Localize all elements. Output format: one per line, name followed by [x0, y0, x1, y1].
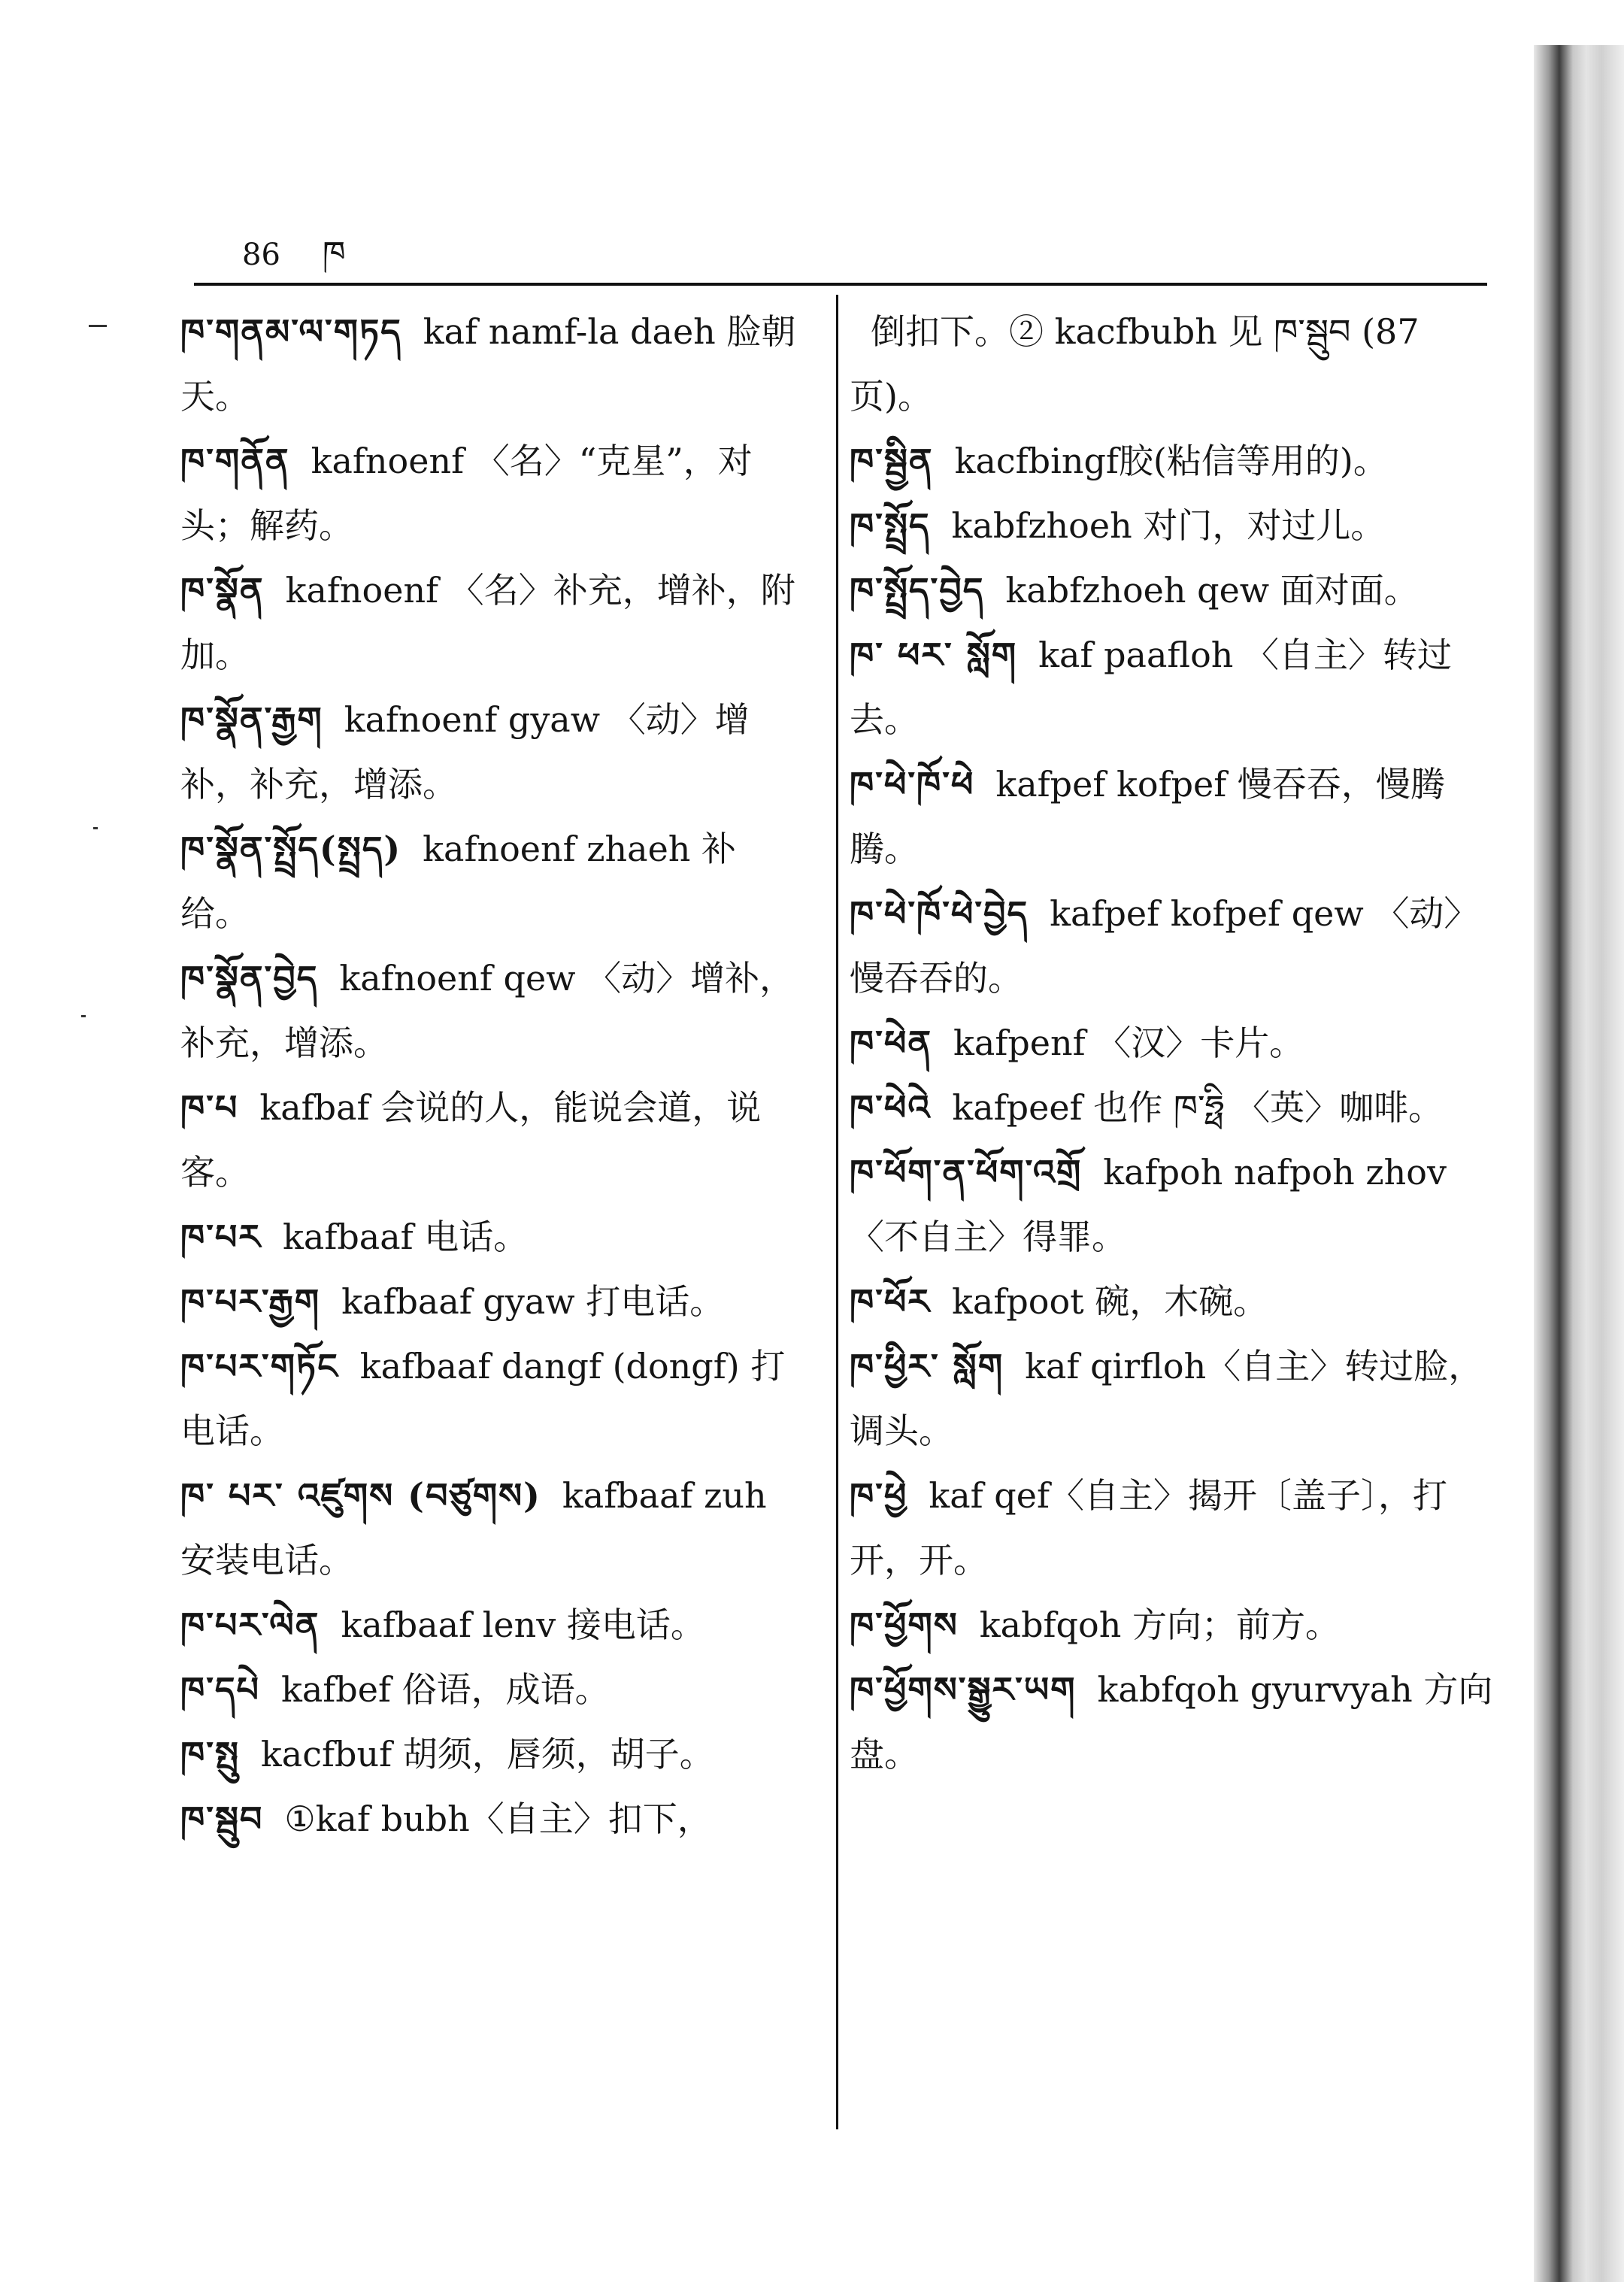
entry-line: [850, 1140, 1496, 1269]
entry-headword-tibetan: ཁ་སྤྲོད: [850, 505, 931, 546]
entry-line: [850, 881, 1496, 1011]
dictionary-entry: [180, 1463, 804, 1593]
entry-definition: kafnoenf gyaw 〈动〉增补，补充，增添。: [180, 699, 750, 805]
entry-headword-tibetan: ཁ་སྦྱིན: [850, 441, 934, 481]
dictionary-entry: [850, 1593, 1496, 1657]
dictionary-entry: [180, 429, 804, 558]
entry-headword-tibetan: ཁ་སྣོན་སྤྲོད(སྤྲད): [180, 829, 402, 869]
entry-headword-tibetan: ཁ་པ: [180, 1087, 239, 1128]
entry-line: [850, 1075, 1496, 1140]
entry-headword-tibetan: ཁ་པར་རྒྱག: [180, 1281, 321, 1322]
entry-line: [850, 1011, 1496, 1075]
entry-headword-tibetan: ཁ་ཕྱོགས: [850, 1605, 959, 1645]
dictionary-entry: [180, 299, 804, 429]
entry-definition: kafpef kofpef 慢吞吞，慢腾腾。: [850, 764, 1445, 869]
entry-line: [180, 429, 804, 558]
dictionary-entry: [180, 1787, 804, 1851]
entry-headword-tibetan: ཁ་གནོན: [180, 441, 290, 481]
entry-headword-tibetan: ཁ་སྤྲོད་བྱེད: [850, 570, 985, 611]
entry-definition: kafbaaf lenv 接电话。: [341, 1605, 705, 1645]
entry-definition: kacfbuf 胡须，唇须，胡子。: [260, 1734, 714, 1774]
entry-headword-tibetan: ཁ་ཕེ་ཁོ་ཕེ་བྱེད: [850, 893, 1029, 934]
margin-mark: [93, 827, 98, 829]
entry-line: [850, 429, 1496, 493]
entry-headword-tibetan: ཁ་ཕྱེ: [850, 1475, 908, 1516]
entry-definition: kafpeef 也作 ཁ་ཧྥི 〈英〉咖啡。: [952, 1087, 1444, 1128]
entry-headword-tibetan: ཁ་ཕེའེ: [850, 1087, 932, 1128]
entry-headword-tibetan: ཁ་ཕེན: [850, 1023, 933, 1063]
entry-definition: kaf paafloh 〈自主〉转过去。: [850, 635, 1453, 740]
dictionary-entry: [850, 429, 1496, 493]
entry-headword-tibetan: ཁ་ཕེ་ཁོ་ཕེ: [850, 764, 975, 805]
entry-headword-tibetan: ཁ་སྣོན་བྱེད: [180, 958, 319, 999]
entry-line: [180, 1334, 804, 1463]
entry-headword-tibetan: ཁ་གནམ་ལ་གཏད: [180, 311, 402, 352]
dictionary-entry: [180, 1593, 804, 1657]
dictionary-entry: [180, 1722, 804, 1787]
dictionary-entry: [850, 493, 1496, 558]
dictionary-entry: [180, 946, 804, 1075]
page-header: [242, 217, 346, 310]
right-column: [850, 299, 1496, 1787]
dictionary-entry: [850, 1657, 1496, 1787]
entry-line: [850, 1593, 1496, 1657]
dictionary-entry: [180, 1075, 804, 1205]
dictionary-entry: [180, 687, 804, 817]
entry-line: [180, 946, 804, 1075]
entry-definition: kafbaaf gyaw 打电话。: [341, 1281, 725, 1322]
entry-headword-tibetan: ཁ་སྣོན: [180, 570, 265, 611]
entry-definition: kafpef kofpef qew 〈动〉慢吞吞的。: [850, 893, 1479, 999]
entry-line: [850, 1334, 1496, 1463]
entry-headword-tibetan: ཁ་ ཕར་ སློག: [850, 635, 1018, 675]
margin-mark: [89, 325, 107, 327]
entry-headword-tibetan: ཁ་པར་ལེན: [180, 1605, 320, 1645]
entry-line: [180, 1269, 804, 1334]
dictionary-entry: [850, 1011, 1496, 1075]
entry-line: [180, 1075, 804, 1205]
entry-definition: kafpoot 碗，木碗。: [952, 1281, 1268, 1322]
entry-line: [850, 1657, 1496, 1787]
entry-line: [180, 817, 804, 946]
entry-headword-tibetan: ཁ་སྦུབ: [180, 1799, 264, 1839]
page-number: 86: [242, 238, 280, 272]
entry-headword-tibetan: ཁ་ཕོག་ན་ཕོག་འགྲོ: [850, 1152, 1083, 1193]
dictionary-entry: [850, 623, 1496, 752]
dictionary-entry: [180, 1269, 804, 1334]
entry-definition: kafpoh nafpoh zhov 〈不自主〉得罪。: [850, 1152, 1447, 1257]
entry-line: [180, 1722, 804, 1787]
entry-line: [850, 558, 1496, 623]
entry-headword-tibetan: ཁ་ཕྱིར་ སློག: [850, 1346, 1004, 1386]
entry-definition: kafbaaf zuh 安装电话。: [180, 1475, 767, 1580]
entry-definition: kafpenf 〈汉〉卡片。: [953, 1023, 1304, 1063]
dictionary-entry: [850, 299, 1496, 429]
entry-definition: kabfqoh gyurvyah 方向盘。: [850, 1669, 1493, 1774]
left-column: [180, 299, 804, 1851]
entry-line: [180, 1593, 804, 1657]
entry-definition: kafnoenf 〈名〉“克星”，对头；解药。: [180, 441, 753, 546]
entry-definition: kacfbingf胶(粘信等用的)。: [954, 441, 1388, 481]
entry-definition: kafnoenf 〈名〉补充，增补，附加。: [180, 570, 795, 675]
entry-line: [180, 1657, 804, 1722]
entry-definition: kabfzhoeh qew 面对面。: [1005, 570, 1419, 611]
entry-headword-tibetan: ཁ་ པར་ འཛུགས (བཙུགས): [180, 1475, 541, 1516]
entry-definition: kabfqoh 方向；前方。: [979, 1605, 1340, 1645]
entry-line: [180, 1787, 804, 1851]
entry-line: [850, 623, 1496, 752]
entry-definition: kaf namf-la daeh 脸朝天。: [180, 311, 796, 417]
margin-mark: [81, 1015, 86, 1017]
entry-line: [850, 493, 1496, 558]
entry-headword-tibetan: ཁ་པར་གཏོང: [180, 1346, 339, 1386]
dictionary-entry: [850, 752, 1496, 881]
dictionary-entry: [850, 1334, 1496, 1463]
entry-definition: kafnoenf zhaeh 补给。: [180, 829, 737, 934]
dictionary-entry: [850, 881, 1496, 1011]
entry-line: [850, 1269, 1496, 1334]
dictionary-entry: [850, 1140, 1496, 1269]
book-spine-shadow: [1534, 45, 1624, 2282]
dictionary-entry: [180, 817, 804, 946]
entry-definition: kafbaaf dangf (dongf) 打电话。: [180, 1346, 786, 1451]
entry-line: [180, 558, 804, 687]
dictionary-entry: [180, 1205, 804, 1269]
entry-headword-tibetan: ཁ་དཔེ: [180, 1669, 260, 1710]
entry-definition: kafbaaf 电话。: [283, 1217, 529, 1257]
entry-line: [850, 1463, 1496, 1593]
entry-line: [180, 1463, 804, 1593]
entry-definition: 倒扣下。② kacfbubh 见 ཁ་སྦུབ (87页)。: [850, 311, 1419, 417]
entry-definition: kaf qef〈自主〉揭开〔盖子〕，打开，开。: [850, 1475, 1447, 1580]
entry-definition: ①kaf bubh〈自主〉扣下，: [284, 1799, 712, 1839]
entry-headword-tibetan: ཁ་སྤུ: [180, 1734, 240, 1774]
entry-definition: kafbaf 会说的人，能说会道，说客。: [180, 1087, 762, 1193]
entry-definition: kaf qirfloh〈自主〉转过脸，调头。: [850, 1346, 1483, 1451]
entry-headword-tibetan: ཁ་ཕོར: [850, 1281, 932, 1322]
dictionary-entry: [850, 558, 1496, 623]
entry-definition: kafnoenf qew 〈动〉增补，补充，增添。: [180, 958, 795, 1063]
entry-line: [180, 1205, 804, 1269]
header-rule: [194, 283, 1487, 286]
entry-headword-tibetan: ཁ་ཕྱོགས་སྒྱུར་ཡག: [850, 1669, 1077, 1710]
entry-headword-tibetan: ཁ་སྣོན་རྒྱག: [180, 699, 323, 740]
dictionary-entry: [180, 1334, 804, 1463]
entry-definition: kafbef 俗语，成语。: [280, 1669, 610, 1710]
entry-headword-tibetan: ཁ་པར: [180, 1217, 262, 1257]
entry-definition: kabfzhoeh 对门，对过儿。: [951, 505, 1386, 546]
entry-line: [850, 299, 1496, 429]
header-initial: ཁ: [322, 235, 346, 273]
column-divider: [836, 295, 838, 2129]
dictionary-entry: [850, 1463, 1496, 1593]
entry-line: [180, 299, 804, 429]
dictionary-entry: [180, 1657, 804, 1722]
entry-line: [180, 687, 804, 817]
dictionary-entry: [850, 1075, 1496, 1140]
dictionary-entry: [850, 1269, 1496, 1334]
dictionary-entry: [180, 558, 804, 687]
entry-line: [850, 752, 1496, 881]
